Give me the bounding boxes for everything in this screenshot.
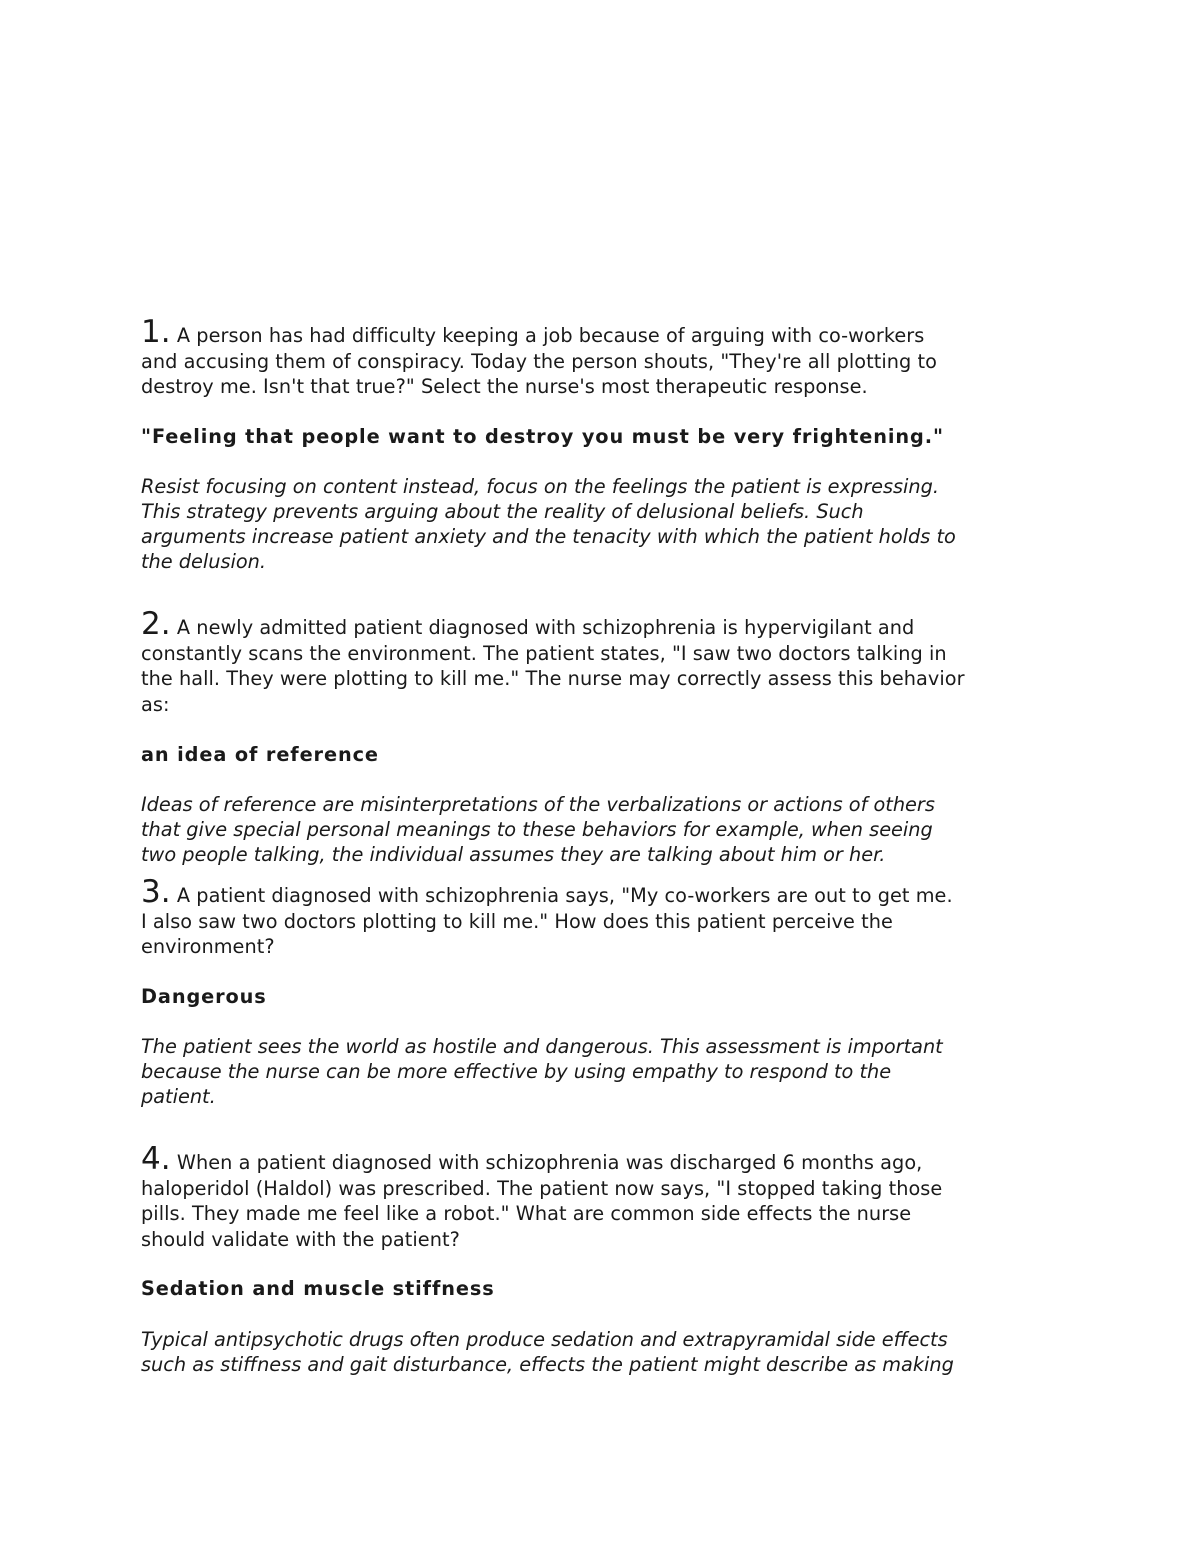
question-number: 1. — [141, 314, 171, 350]
question-line: When a patient diagnosed with schizophrenia was discharged 6 months ago, — [176, 1151, 923, 1174]
answer-3: Dangerous — [141, 985, 267, 1008]
rationale-4 — [141, 1327, 1063, 1377]
question-3 — [141, 874, 1063, 960]
rationale-line: This strategy prevents arguing about the reality of delusional beliefs. Such — [141, 500, 864, 523]
question-line: A patient diagnosed with schizophrenia says, "My co-workers are out to get me. — [176, 884, 953, 907]
question-2 — [141, 606, 1063, 717]
question-line: and accusing them of conspiracy. Today the person shouts, "They're all plotting to — [141, 349, 937, 373]
rationale-3 — [141, 1034, 1063, 1109]
question-line: constantly scans the environment. The patient states, "I saw two doctors talking in — [141, 641, 947, 665]
question-line: should validate with the patient? — [141, 1227, 460, 1251]
rationale-line: such as stiffness and gait disturbance, effects the patient might describe as making — [141, 1353, 954, 1376]
question-line: I also saw two doctors plotting to kill me." How does this patient perceive the — [141, 909, 893, 933]
rationale-2 — [141, 792, 1063, 867]
answer-1: "Feeling that people want to destroy you must be very frightening." — [141, 425, 944, 448]
question-number: 2. — [141, 606, 171, 642]
question-line: the hall. They were plotting to kill me." The nurse may correctly assess this behavior — [141, 667, 965, 690]
rationale-line: Ideas of reference are misinterpretations of the verbalizations or actions of others — [141, 793, 935, 816]
rationale-line: the delusion. — [141, 550, 266, 573]
rationale-line: two people talking, the individual assumes they are talking about him or her. — [141, 843, 886, 866]
rationale-line: arguments increase patient anxiety and the tenacity with which the patient holds to — [141, 525, 956, 548]
rationale-line: The patient sees the world as hostile and dangerous. This assessment is important — [141, 1035, 943, 1058]
question-line: A newly admitted patient diagnosed with schizophrenia is hypervigilant and — [176, 616, 915, 639]
question-line: destroy me. Isn't that true?" Select the nurse's most therapeutic response. — [141, 375, 868, 398]
rationale-line: patient. — [141, 1085, 216, 1108]
rationale-line: that give special personal meanings to these behaviors for example, when seeing — [141, 818, 933, 841]
question-line: pills. They made me feel like a robot." What are common side effects the nurse — [141, 1202, 912, 1225]
rationale-line: Typical antipsychotic drugs often produce sedation and extrapyramidal side effects — [141, 1328, 948, 1351]
question-1 — [141, 314, 1063, 400]
question-line: environment? — [141, 935, 275, 958]
question-line: haloperidol (Haldol) was prescribed. The patient now says, "I stopped taking those — [141, 1176, 943, 1200]
question-4 — [141, 1141, 1063, 1252]
rationale-line: because the nurse can be more effective by using empathy to respond to the — [141, 1060, 892, 1083]
answer-4: Sedation and muscle stiffness — [141, 1277, 495, 1300]
answer-2: an idea of reference — [141, 743, 379, 766]
question-line: A person has had difficulty keeping a job because of arguing with co-workers — [176, 324, 925, 347]
question-number: 3. — [141, 874, 171, 910]
rationale-1 — [141, 474, 1063, 574]
question-number: 4. — [141, 1141, 171, 1177]
rationale-line: Resist focusing on content instead, focus on the feelings the patient is expressing. — [141, 475, 939, 498]
question-line: as: — [141, 692, 170, 716]
